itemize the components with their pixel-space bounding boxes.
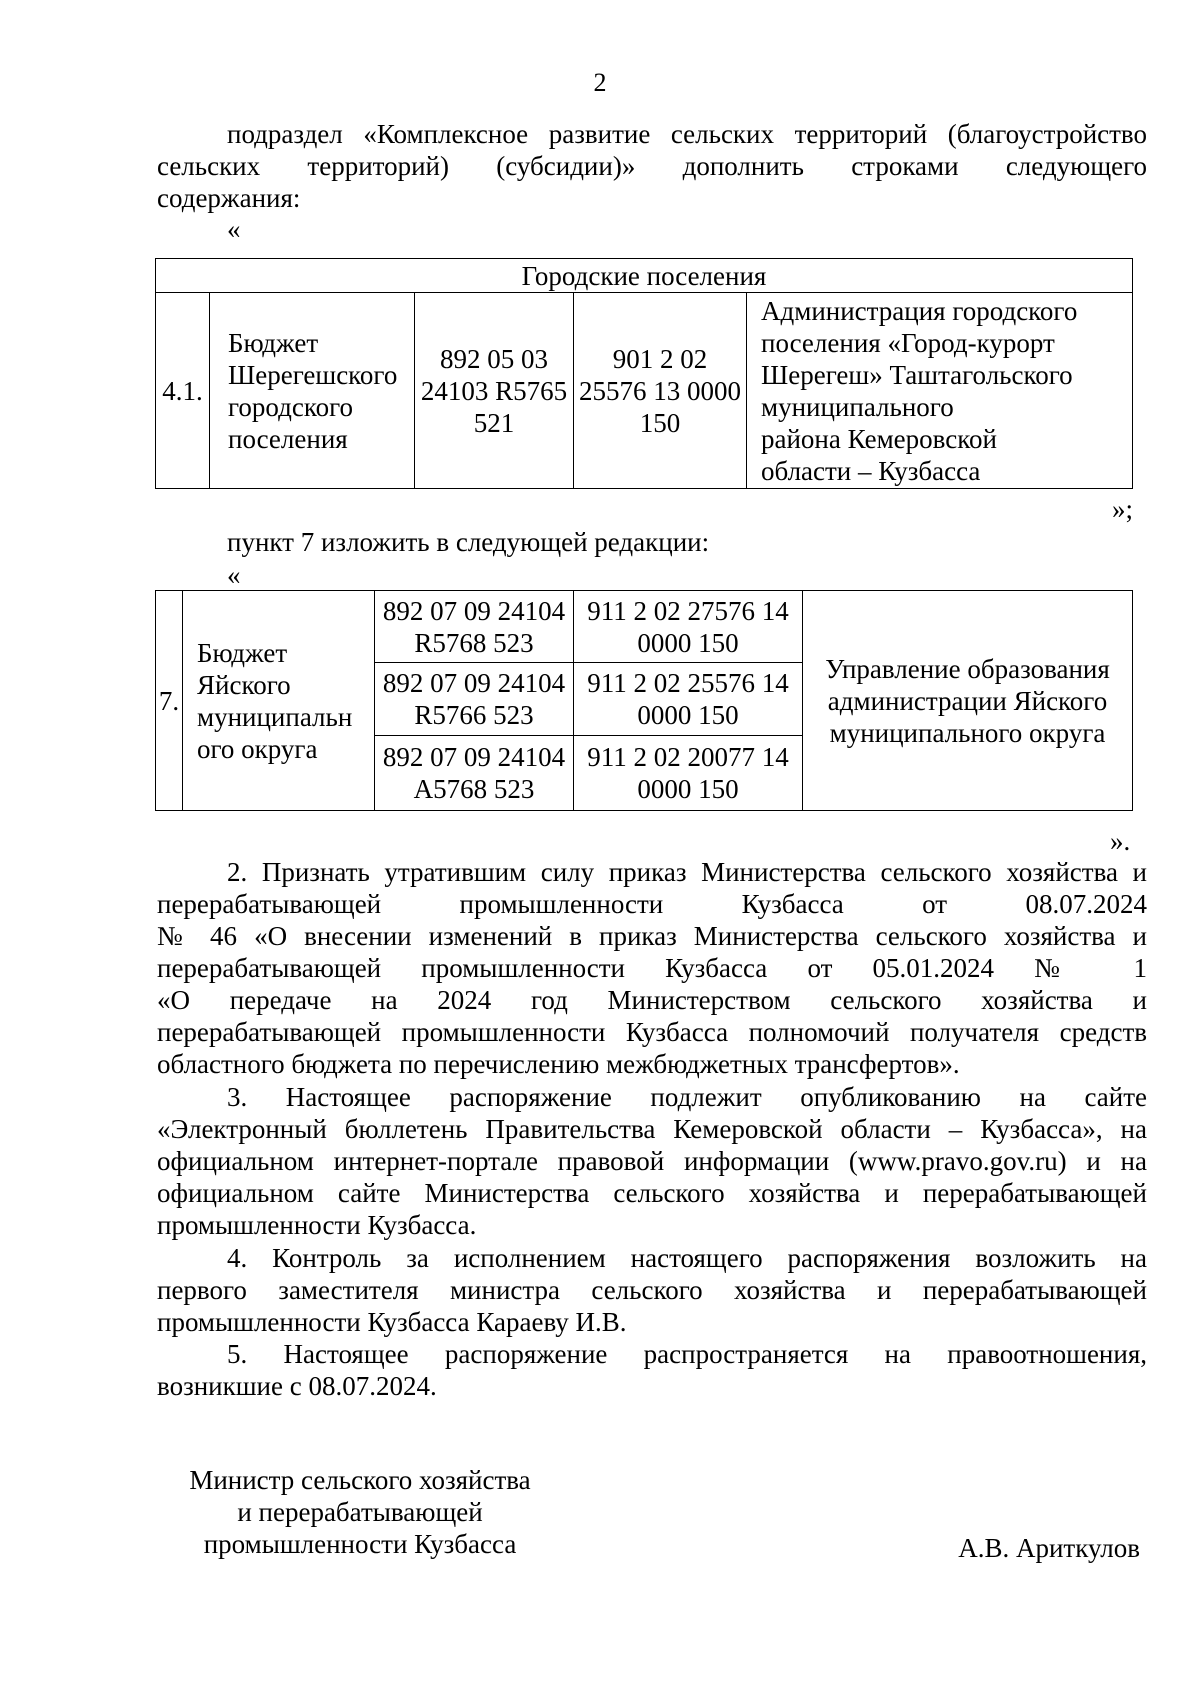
admin-line: Администрация городского xyxy=(761,295,1078,326)
position-line: промышленности Кузбасса xyxy=(203,1529,517,1559)
code-line: 892 07 09 24104 xyxy=(382,742,566,772)
budget-line: Яйского xyxy=(197,669,291,700)
p3-line: официальном интернет-портале правовой информации (www.pravo.gov.ru) и на xyxy=(157,1146,1147,1176)
code-cell xyxy=(574,293,747,489)
budget-name-cell xyxy=(210,293,415,489)
p4-line: промышленности Кузбасса Караеву И.В. xyxy=(157,1307,627,1337)
budget-line: муниципальн xyxy=(197,701,353,732)
p2-line: «О передаче на 2024 год Министерством сельского хозяйства и xyxy=(157,985,1147,1015)
code-line: 892 07 09 24104 xyxy=(382,668,566,698)
page-number: 2 xyxy=(593,68,607,97)
position-line: и перерабатывающей xyxy=(237,1497,483,1527)
p4-line: 4. Контроль за исполнением настоящего распоряжения возложить на xyxy=(227,1243,1147,1273)
budget-line: городского xyxy=(228,391,353,422)
administrator-cell xyxy=(747,293,1133,489)
signatory-name: А.В. Ариткулов xyxy=(958,1533,1140,1563)
code-line: 892 07 09 24104 xyxy=(382,595,566,626)
code-line: 911 2 02 27576 14 xyxy=(587,595,789,626)
p5-line: возникшие с 08.07.2024. xyxy=(157,1371,437,1401)
row-number: 4.1. xyxy=(156,293,210,489)
p5-line: 5. Настоящее распоряжение распространяется на правоотношения, xyxy=(227,1339,1147,1369)
p4-line: первого заместителя министра сельского хозяйства и перерабатывающей xyxy=(157,1275,1147,1305)
code-line: 0000 150 xyxy=(637,627,739,658)
admin-line: муниципального xyxy=(761,391,954,422)
code-line: 0000 150 xyxy=(637,700,739,730)
p2-line: 2. Признать утратившим силу приказ Министерства сельского хозяйства и xyxy=(227,857,1147,887)
code-line: A5768 523 xyxy=(413,774,535,804)
open-quote: « xyxy=(227,214,241,244)
table-group-header: Городские поселения xyxy=(156,259,1133,293)
p2-line: перерабатывающей промышленности Кузбасса полномочий получателя средств xyxy=(157,1017,1147,1047)
code-line: 0000 150 xyxy=(637,774,739,804)
budget-name-cell xyxy=(183,591,375,811)
admin-line: администрации Яйского xyxy=(827,685,1108,716)
budget-line: Бюджет xyxy=(197,637,288,668)
item7-intro xyxy=(157,526,1147,558)
code-line: R5768 523 xyxy=(414,627,534,658)
budget-line: ого округа xyxy=(197,733,318,764)
admin-line: района Кемеровской xyxy=(761,423,997,454)
intro-line: содержания: xyxy=(157,183,301,213)
paragraph-3 xyxy=(157,1081,1147,1241)
code-line: R5766 523 xyxy=(414,700,534,730)
p2-line: № 46 «О внесении изменений в приказ Министерства сельского хозяйства и xyxy=(157,921,1147,951)
p2-line: областного бюджета по перечислению межбюджетных трансфертов». xyxy=(157,1049,960,1079)
p2-line: перерабатывающей промышленности Кузбасса от 08.07.2024 xyxy=(157,889,1147,919)
budget-line: Бюджет xyxy=(228,327,319,358)
code-cell xyxy=(574,663,803,736)
code-cell xyxy=(574,736,803,811)
table-item7 xyxy=(155,590,1133,811)
intro-line: подраздел «Комплексное развитие сельских территорий (благоустройство xyxy=(227,119,1147,149)
paragraph-5 xyxy=(157,1338,1147,1402)
code-line: 901 2 02 xyxy=(612,343,708,374)
p3-line: официальном сайте Министерства сельского хозяйства и перерабатывающей xyxy=(157,1178,1147,1208)
paragraph-2 xyxy=(157,856,1147,1080)
close-quote: »; xyxy=(1112,494,1134,524)
table-row xyxy=(156,293,1133,489)
code-cell xyxy=(375,736,574,811)
intro-paragraph xyxy=(157,118,1147,214)
position-line: Министр сельского хозяйства xyxy=(189,1465,531,1495)
p3-line: «Электронный бюллетень Правительства Кемеровской области – Кузбасса», на xyxy=(157,1114,1147,1144)
code-cell xyxy=(375,591,574,663)
code-line: 24103 R5765 xyxy=(420,375,568,406)
code-line: 150 xyxy=(639,407,681,438)
p3-line: 3. Настоящее распоряжение подлежит опубликованию на сайте xyxy=(227,1082,1147,1112)
close-quote: ». xyxy=(1110,826,1131,856)
code-line: 911 2 02 20077 14 xyxy=(587,742,789,772)
admin-line: Шерегеш» Таштагольского xyxy=(761,359,1073,390)
open-quote: « xyxy=(227,560,241,590)
code-line: 25576 13 0000 xyxy=(579,375,741,406)
code-cell xyxy=(375,663,574,736)
admin-line: Управление образования xyxy=(825,653,1110,684)
intro-line: сельских территорий) (субсидии)» дополнить строками следующего xyxy=(157,151,1147,181)
code-line: 911 2 02 25576 14 xyxy=(587,668,789,698)
administrator-cell xyxy=(803,591,1133,811)
budget-line: поселения xyxy=(228,423,348,454)
code-cell xyxy=(574,591,803,663)
admin-line: муниципального округа xyxy=(829,717,1106,748)
p2-line: перерабатывающей промышленности Кузбасса от 05.01.2024 № 1 xyxy=(157,953,1147,983)
table-row xyxy=(156,591,1133,663)
item7-intro-line: пункт 7 изложить в следующей редакции: xyxy=(227,527,710,557)
signature-position xyxy=(160,1464,560,1560)
table-settlements xyxy=(155,258,1133,489)
code-cell xyxy=(415,293,574,489)
code-line: 892 05 03 xyxy=(440,343,548,374)
paragraph-4 xyxy=(157,1242,1147,1338)
admin-line: области – Кузбасса xyxy=(761,455,981,486)
row-number: 7. xyxy=(156,591,183,811)
p3-line: промышленности Кузбасса. xyxy=(157,1210,477,1240)
code-line: 521 xyxy=(473,407,515,438)
admin-line: поселения «Город-курорт xyxy=(761,327,1055,358)
budget-line: Шерегешского xyxy=(228,359,398,390)
